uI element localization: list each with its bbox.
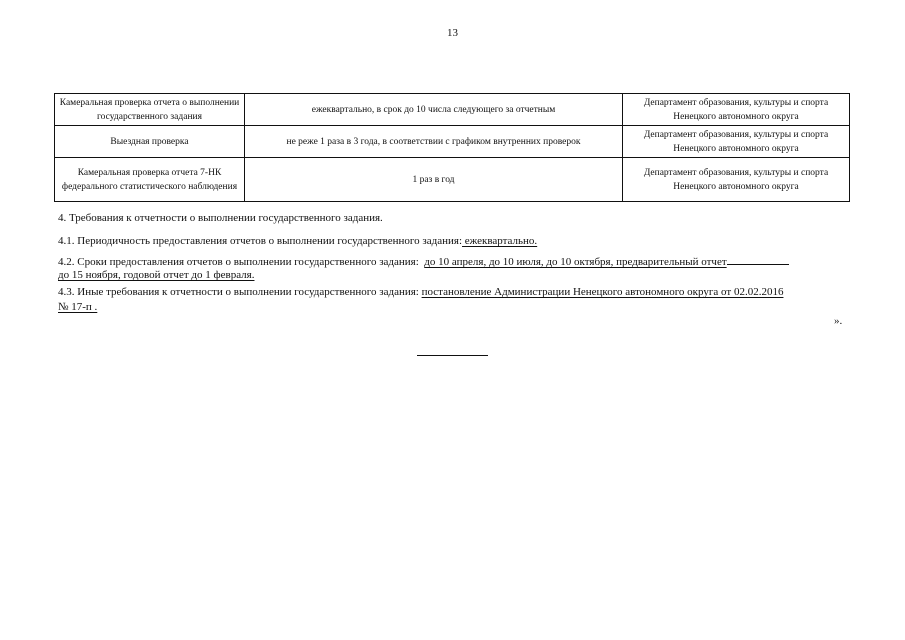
section-4-3-value-line1: постановление Администрации Ненецкого автономного округа от 02.02.2016 (421, 286, 784, 298)
page-number: 13 (447, 27, 458, 39)
table-row (55, 158, 850, 202)
table-cell-periodicity: ежеквартально, в срок до 10 числа следующего за отчетным (245, 94, 623, 126)
table-cell-form: Выездная проверка (55, 126, 245, 158)
table-cell-form: Камеральная проверка отчета о выполнении государственного задания (55, 94, 245, 126)
section-4-2-fill-line (727, 252, 789, 265)
section-4-1-label: 4.1. Периодичность предоставления отчетов о выполнении государственного задания: (58, 235, 463, 247)
closing-quote-mark: ». (834, 315, 843, 327)
table-cell-body: Департамент образования, культуры и спорта Ненецкого автономного округа (623, 158, 850, 202)
table-cell-body: Департамент образования, культуры и спорта Ненецкого автономного округа (623, 126, 850, 158)
divider-line (417, 355, 488, 356)
section-4-3-continued (58, 299, 97, 315)
section-4-1 (58, 233, 537, 249)
section-4-2-value-line2: до 15 ноября, годовой отчет до 1 февраля. (58, 269, 255, 281)
section-4-3-value-line2: № 17-п . (58, 301, 98, 313)
section-4-3-label: 4.3. Иные требования к отчетности о выполнении государственного задания: (58, 286, 419, 298)
section-4-2-value-line1: до 10 апреля, до 10 июля, до 10 октября, предварительный отчет (424, 256, 727, 268)
table-cell-periodicity: не реже 1 раза в 3 года, в соответствии с графиком внутренних проверок (245, 126, 623, 158)
table-row (55, 126, 850, 158)
table-row (55, 94, 850, 126)
section-4-2-label: 4.2. Сроки предоставления отчетов о выполнении государственного задания: (58, 256, 419, 268)
control-table (54, 93, 850, 202)
section-4-heading: 4. Требования к отчетности о выполнении государственного задания. (58, 212, 383, 224)
section-4-1-value: ежеквартально. (462, 235, 538, 247)
section-4-2-continued (58, 267, 254, 283)
table-cell-periodicity: 1 раз в год (245, 158, 623, 202)
section-4-3 (58, 284, 783, 300)
table-cell-body: Департамент образования, культуры и спорта Ненецкого автономного округа (623, 94, 850, 126)
table-cell-form: Камеральная проверка отчета 7-НК федерального статистического наблюдения (55, 158, 245, 202)
